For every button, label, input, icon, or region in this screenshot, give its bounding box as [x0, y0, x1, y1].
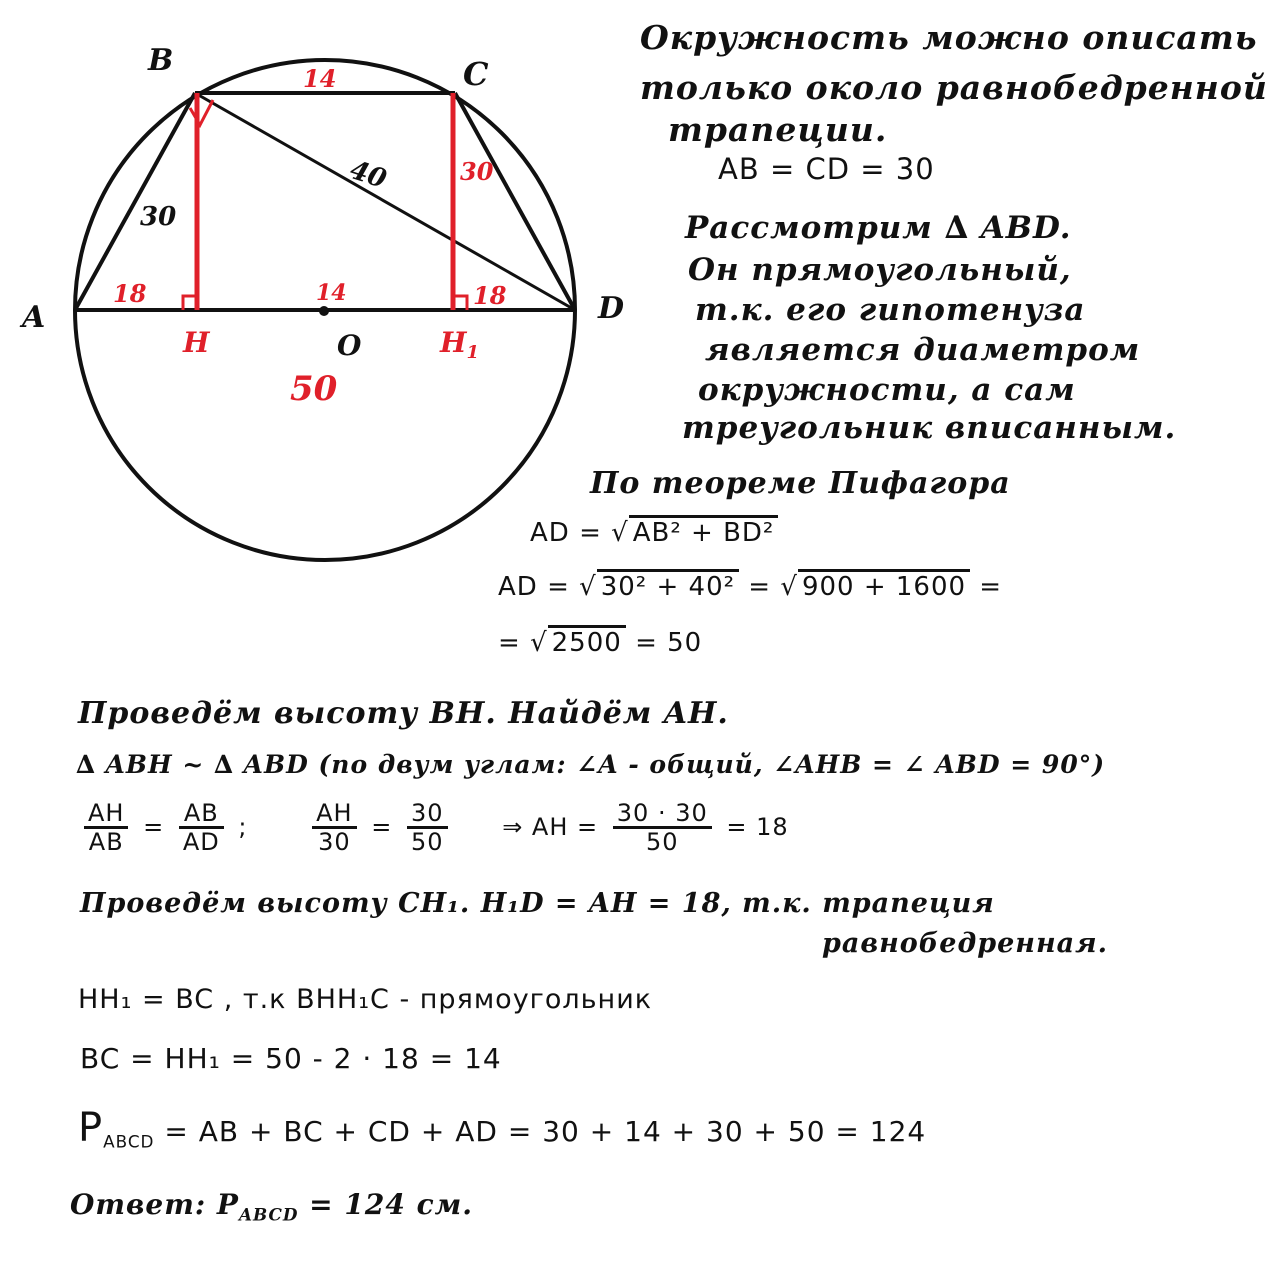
text-r4: AB = CD = 30 [718, 152, 935, 186]
label-ad-length: 50 [290, 369, 338, 409]
text-r8: является диаметром [705, 332, 1141, 368]
text-b5: равнобедренная. [822, 928, 1109, 959]
fraction-ah-30 [312, 800, 356, 856]
formula-3-left: = [498, 628, 531, 658]
text-b2: ∆ ABH ~ ∆ ABD (по двум углам: ∠A - общий, ∠AHB = ∠ ABD = 90°) [76, 750, 1106, 779]
fraction-3-num: AH [312, 800, 356, 829]
center-point-o [319, 306, 329, 316]
formula-3-radicand: 2500 [548, 625, 626, 658]
fraction-ah-ab [84, 800, 128, 856]
result-18: = 18 [726, 812, 789, 841]
fraction-1-den: AB [88, 828, 124, 857]
fraction-2-num: AB [179, 800, 224, 829]
formula-2-radicand-1: 30² + 40² [597, 569, 739, 602]
implies-ah: ⇒ AH = [502, 812, 599, 841]
text-r3: трапеции. [668, 110, 888, 149]
equals-1: = [143, 812, 165, 841]
formula-ad-general: AD = √ AB² + BD² [530, 518, 778, 548]
answer-lead: Ответ: P [70, 1188, 239, 1221]
label-ab-length: 30 [140, 202, 177, 232]
fraction-ab-ad [179, 800, 224, 856]
diagonal-bd [195, 93, 575, 310]
perimeter-expression: = AB + BC + CD + AD = 30 + 14 + 30 + 50 = 124 [154, 1115, 927, 1148]
fraction-1-num: AH [84, 800, 128, 829]
proportion-row [78, 800, 789, 856]
label-hh1-length: 14 [316, 280, 347, 306]
label-bd-length: 40 [346, 155, 390, 195]
label-h1: $H_1$ [440, 326, 479, 363]
answer-row [70, 1188, 473, 1225]
text-b7: BC = HH₁ = 50 - 2 · 18 = 14 [80, 1042, 502, 1075]
fraction-4-den: 50 [411, 828, 444, 857]
formula-2-radicand-2: 900 + 1600 [798, 569, 970, 602]
text-r2: только около равнобедренной [640, 68, 1268, 107]
fraction-5-num: 30 · 30 [613, 800, 712, 829]
fraction-3-den: 30 [318, 828, 351, 857]
perimeter-subscript: ABCD [103, 1131, 155, 1152]
answer-subscript: ABCD [239, 1204, 299, 1225]
formula-ad-result: = √ 2500 = 50 [498, 628, 702, 658]
formula-2-left: AD = [498, 572, 580, 602]
fraction-30-50 [407, 800, 448, 856]
perimeter-letter: P [78, 1105, 104, 1151]
text-r1: Окружность можно описать [640, 18, 1258, 57]
answer-value: = 124 см. [298, 1188, 474, 1221]
text-b1: Проведём высоту BH. Найдём AH. [78, 696, 729, 731]
fraction-5-den: 50 [645, 828, 679, 857]
fraction-4-num: 30 [407, 800, 448, 829]
formula-3-end: = 50 [625, 628, 703, 658]
equals-2: = [371, 812, 393, 841]
text-r7: т.к. его гипотенуза [695, 292, 1086, 328]
side-ab [75, 93, 195, 310]
formula-2-mid: = [739, 572, 781, 602]
fraction-result [613, 800, 712, 856]
label-o: O [337, 329, 362, 362]
semicolon: ; [238, 812, 248, 841]
text-r5: Рассмотрим ∆ ABD. [685, 210, 1072, 246]
text-b6: HH₁ = BC , т.к BHH₁C - прямоугольник [78, 984, 653, 1015]
label-d: D [598, 291, 625, 326]
label-c: C [463, 55, 489, 93]
fraction-2-den: AD [182, 828, 220, 857]
label-ah-length: 18 [113, 279, 147, 308]
text-r6: Он прямоугольный, [688, 252, 1072, 288]
text-r10: треугольник вписанным. [682, 410, 1177, 446]
text-r9: окружности, а сам [698, 372, 1076, 408]
label-a: A [22, 300, 46, 335]
label-h1d-length: 18 [473, 281, 507, 310]
text-b4: Проведём высоту CH₁. H₁D = AH = 18, т.к. трапеция [80, 888, 995, 919]
label-bc-length: 14 [303, 64, 337, 93]
label-h: H [183, 326, 210, 359]
label-b: B [148, 43, 174, 78]
formula-1-left: AD = [530, 518, 612, 548]
text-r11: По теореме Пифагора [590, 466, 1011, 501]
right-angle-b-check [190, 100, 213, 125]
label-ch1-length: 30 [460, 157, 494, 186]
formula-2-end: = [970, 572, 1003, 602]
formula-1-radicand: AB² + BD² [629, 515, 779, 548]
formula-ad-numeric: AD = √ 30² + 40² = √ 900 + 1600 = [498, 572, 1002, 602]
perimeter-row [78, 1105, 926, 1152]
